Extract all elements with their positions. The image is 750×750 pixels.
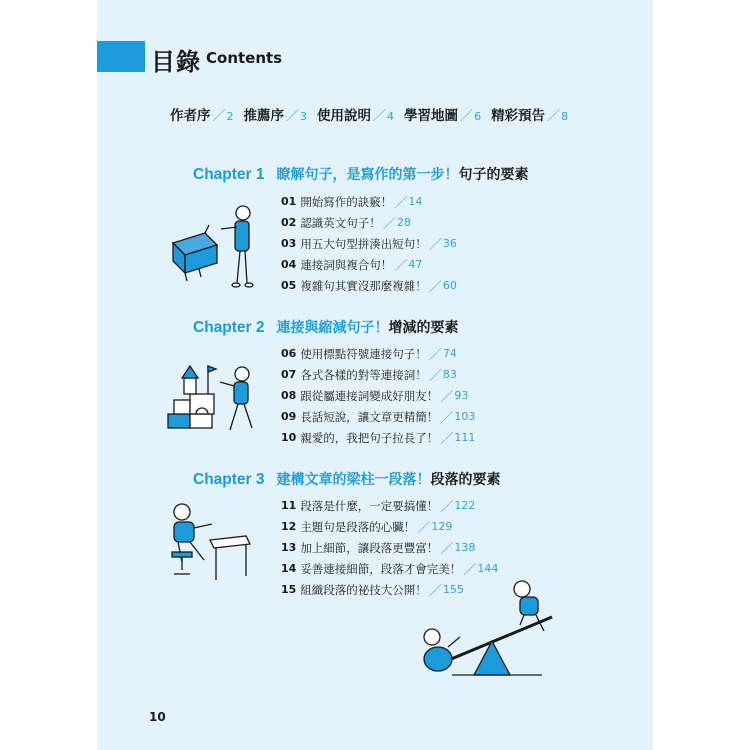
lesson-title: 妥善連接細節，段落才會完美！ [300, 561, 462, 576]
separator: ／ [428, 348, 442, 363]
lesson-number: 14 [281, 562, 297, 575]
lesson-item[interactable] [281, 364, 475, 385]
lesson-page: 60 [442, 279, 457, 292]
separator: ／ [212, 109, 226, 124]
lesson-title: 段落是什麼，一定要搞懂！ [300, 498, 439, 513]
separator: ／ [428, 584, 442, 599]
front-matter-list [170, 104, 578, 124]
lesson-title: 組織段落的祕技大公開！ [300, 582, 427, 597]
chapter-subtitle: 句子的要素 [458, 167, 529, 183]
separator: ／ [440, 411, 454, 426]
chapter-subtitle: 增減的要素 [388, 320, 459, 336]
lesson-page: 138 [454, 541, 476, 554]
title-accent-bar [97, 41, 145, 72]
lesson-page: 144 [477, 562, 499, 575]
lesson-page: 14 [408, 195, 423, 208]
lesson-number: 01 [281, 195, 297, 208]
front-matter-page: 2 [226, 110, 234, 123]
front-matter-title: 使用說明 [317, 108, 372, 124]
lesson-item[interactable] [281, 537, 498, 558]
lesson-item[interactable] [281, 495, 498, 516]
lesson-title: 跟從屬連接詞變成好朋友！ [300, 388, 439, 403]
front-matter-page: 8 [561, 110, 569, 123]
lesson-page: 111 [454, 431, 476, 444]
separator: ／ [382, 217, 396, 232]
lesson-number: 06 [281, 347, 297, 360]
lesson-page: 122 [454, 499, 476, 512]
page-title-english: Contents [206, 49, 283, 67]
front-matter-title: 作者序 [170, 108, 211, 124]
page-number: 10 [149, 710, 166, 724]
separator: ／ [373, 109, 387, 124]
lesson-number: 15 [281, 583, 297, 596]
lesson-title: 親愛的，我把句子拉長了！ [300, 430, 439, 445]
front-matter-item[interactable] [244, 104, 308, 124]
chapter-subtitle: 段落的要素 [430, 472, 501, 488]
separator: ／ [460, 109, 474, 124]
lesson-page: 74 [442, 347, 457, 360]
lesson-number: 08 [281, 389, 297, 402]
chapter-title: 瞭解句子，是寫作的第一步！ [276, 167, 459, 183]
lesson-item[interactable] [281, 254, 457, 275]
lesson-page: 83 [442, 368, 457, 381]
chapter-1-lessons [281, 191, 457, 296]
lesson-page: 28 [396, 216, 411, 229]
separator: ／ [463, 563, 477, 578]
lesson-title: 主題句是段落的心臟！ [300, 519, 416, 534]
lesson-page: 103 [454, 410, 476, 423]
separator: ／ [428, 369, 442, 384]
person-at-desk-illustration [160, 500, 260, 590]
lesson-number: 07 [281, 368, 297, 381]
separator: ／ [428, 280, 442, 295]
lesson-number: 13 [281, 541, 297, 554]
separator: ／ [417, 521, 431, 536]
chapter-label: Chapter 3 [193, 471, 265, 488]
lesson-number: 09 [281, 410, 297, 423]
lesson-title: 用五大句型拼湊出短句！ [300, 236, 427, 251]
lesson-item[interactable] [281, 233, 457, 254]
chapter-1-heading[interactable] [193, 164, 529, 184]
lesson-number: 11 [281, 499, 297, 512]
lesson-title: 開始寫作的訣竅！ [300, 194, 393, 209]
seesaw-illustration [412, 575, 567, 685]
castle-building-illustration [160, 352, 270, 442]
lesson-item[interactable] [281, 385, 475, 406]
front-matter-title: 推薦序 [243, 108, 285, 124]
front-matter-page: 6 [474, 110, 482, 123]
lesson-number: 05 [281, 279, 297, 292]
front-matter-item[interactable] [491, 104, 568, 124]
separator: ／ [440, 500, 454, 515]
chapter-3-heading[interactable] [193, 469, 501, 489]
lesson-title: 長話短說，讓文章更精簡！ [300, 409, 439, 424]
lesson-item[interactable] [281, 343, 475, 364]
lesson-item[interactable] [281, 406, 475, 427]
lesson-page: 47 [408, 258, 423, 271]
separator: ／ [440, 542, 454, 557]
lesson-number: 03 [281, 237, 297, 250]
person-with-box-illustration [165, 195, 265, 295]
lesson-item[interactable] [281, 275, 457, 296]
lesson-title: 各式各樣的對等連接詞！ [300, 367, 427, 382]
chapter-label: Chapter 1 [193, 166, 265, 183]
front-matter-item[interactable] [170, 104, 234, 124]
lesson-item[interactable] [281, 212, 457, 233]
lesson-title: 使用標點符號連接句子！ [300, 346, 427, 361]
separator: ／ [394, 196, 408, 211]
separator: ／ [440, 432, 454, 447]
front-matter-item[interactable] [404, 104, 481, 124]
front-matter-page: 3 [300, 110, 308, 123]
front-matter-title: 學習地圖 [404, 108, 459, 124]
separator: ／ [547, 109, 561, 124]
lesson-item[interactable] [281, 516, 498, 537]
separator: ／ [428, 238, 442, 253]
lesson-page: 93 [454, 389, 469, 402]
page-title: 目錄 [151, 48, 201, 76]
lesson-item[interactable] [281, 191, 457, 212]
lesson-title: 連接詞與複合句！ [300, 257, 393, 272]
lesson-page: 155 [442, 583, 464, 596]
separator: ／ [440, 390, 454, 405]
chapter-2-lessons [281, 343, 475, 448]
chapter-label: Chapter 2 [193, 319, 265, 336]
chapter-title: 連接與縮減句子！ [276, 320, 389, 336]
lesson-item[interactable] [281, 427, 475, 448]
lesson-number: 02 [281, 216, 297, 229]
lesson-page: 36 [442, 237, 457, 250]
front-matter-item[interactable] [317, 104, 394, 124]
lesson-title: 加上細節，讓段落更豐富！ [300, 540, 439, 555]
front-matter-title: 精彩預告 [491, 108, 546, 124]
separator: ／ [286, 109, 300, 124]
separator: ／ [394, 259, 408, 274]
lesson-page: 129 [431, 520, 453, 533]
chapter-title: 建構文章的梁柱一段落！ [276, 472, 431, 488]
front-matter-page: 4 [387, 110, 395, 123]
lesson-number: 10 [281, 431, 297, 444]
chapter-2-heading[interactable] [193, 317, 459, 337]
lesson-title: 認識英文句子！ [300, 215, 381, 230]
lesson-number: 04 [281, 258, 297, 271]
lesson-title: 複雜句其實沒那麼複雜！ [300, 278, 427, 293]
lesson-number: 12 [281, 520, 297, 533]
